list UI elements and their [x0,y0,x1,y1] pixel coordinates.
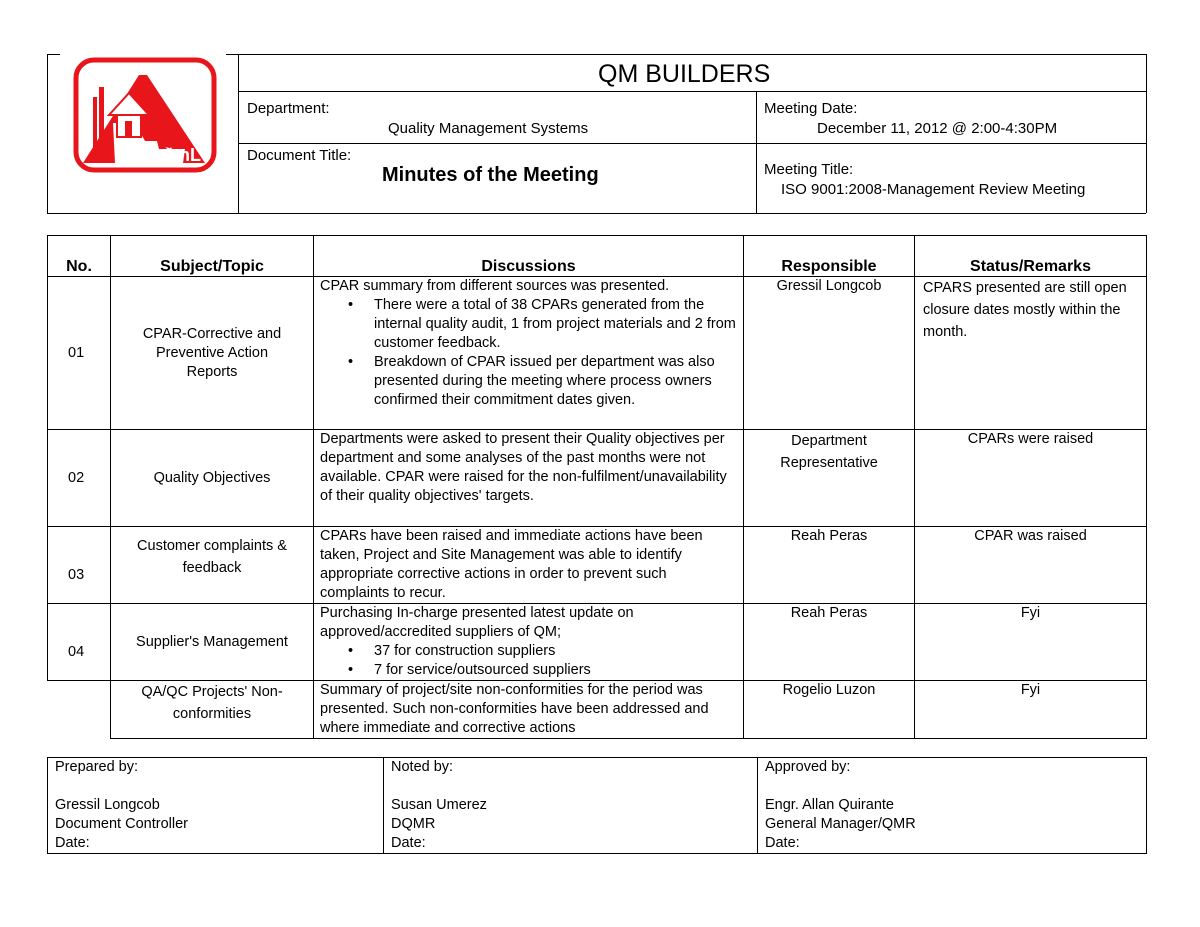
row-discussion: Departments were asked to present their Quality objectives per department and some analyses of the past months were not available. CPAR were raised for the non-fulfilment/unavailability of their quality objectives' targets. [314,430,744,527]
col-header-no: No. [48,236,111,277]
company-name: QM BUILDERS [598,60,771,88]
header-title-divider [238,91,1146,92]
bullet-item: • There were a total of 38 CPARs generated from the internal quality audit, 1 from project materials and 2 from customer feedback. [374,296,737,353]
prepared-by-cell [48,758,384,854]
noted-by-name: Susan Umerez [391,797,487,813]
discussion-intro: Summary of project/site non-conformities for the period was presented. Such non-conformities have been addressed and where immediate and corrective actions [320,682,709,736]
meeting-title-value: ISO 9001:2008-Management Review Meeting [781,181,1086,198]
table-row [48,527,1147,604]
header-row-divider [238,143,1146,144]
approved-by-label: Approved by: [765,759,851,775]
bullet-item: • Breakdown of CPAR issued per department was also presented during the meeting where process owners confirmed their commitment dates given. [374,353,737,410]
row-subject: Customer complaints & feedback [111,527,314,604]
row-responsible: Reah Peras [744,527,915,604]
approved-by-date: Date: [765,835,800,851]
col-header-discussions: Discussions [314,236,744,277]
minutes-table [47,235,1147,739]
row-responsible: Reah Peras [744,604,915,681]
prepared-by-name: Gressil Longcob [55,797,160,813]
table-header-row [48,236,1147,277]
company-logo [73,57,217,173]
row-status: Fyi [915,681,1147,739]
header-logo-divider [238,54,239,213]
table-row [48,277,1147,430]
approved-by-name: Engr. Allan Quirante [765,797,894,813]
meeting-date-value: December 11, 2012 @ 2:00-4:30PM [817,120,1058,137]
row-subject: QA/QC Projects' Non-conformities [111,681,314,739]
department-value: Quality Management Systems [388,120,589,137]
row-status: CPARS presented are still open closure dates mostly within the month. [915,277,1147,430]
header-corner-mark [47,54,60,55]
header-column-divider [756,91,757,213]
header-left-border [47,54,48,213]
prepared-by-date: Date: [55,835,90,851]
col-header-responsible: Responsible [744,236,915,277]
meeting-date-label: Meeting Date: [764,100,858,117]
discussion-intro: CPAR summary from different sources was presented. [320,278,670,294]
noted-by-label: Noted by: [391,759,454,775]
row-responsible: Department Representative [744,430,915,527]
discussion-bullets [320,296,737,410]
bullet-item: • 37 for construction suppliers [374,642,737,661]
row-responsible: Gressil Longcob [744,277,915,430]
meeting-title-label: Meeting Title: [764,161,854,178]
row-discussion [314,277,744,430]
row-discussion [314,604,744,681]
approved-by-title: General Manager/QMR [765,816,916,832]
row-number: 03 [48,527,111,604]
row-status: CPARs were raised [915,430,1147,527]
row-subject: CPAR-Corrective and Preventive Action Reports [111,277,314,430]
col-header-subject: Subject/Topic [111,236,314,277]
row-subject: Quality Objectives [111,430,314,527]
noted-by-title: DQMR [391,816,436,832]
row-number: 01 [48,277,111,430]
row-number [48,681,111,739]
table-row [48,430,1147,527]
row-status: CPAR was raised [915,527,1147,604]
approved-by-cell [758,758,1147,854]
discussion-bullets [320,642,737,680]
row-subject: Supplier's Management [111,604,314,681]
header-right-border [1146,54,1147,213]
signature-table [47,757,1147,854]
prepared-by-label: Prepared by: [55,759,139,775]
row-status: Fyi [915,604,1147,681]
row-number: 02 [48,430,111,527]
document-title-value: Minutes of the Meeting [382,164,599,186]
table-row [48,604,1147,681]
bullet-item: • 7 for service/outsourced suppliers [374,661,737,680]
table-row [48,681,1147,739]
noted-by-date: Date: [391,835,426,851]
row-number: 04 [48,604,111,681]
svg-text:ðmL: ðmL [163,145,201,165]
row-responsible: Rogelio Luzon [744,681,915,739]
col-header-status: Status/Remarks [915,236,1147,277]
noted-by-cell [384,758,758,854]
discussion-intro: Purchasing In-charge presented latest update on approved/accredited suppliers of QM; [320,605,634,640]
department-label: Department: [247,100,330,117]
row-discussion: CPARs have been raised and immediate actions have been taken, Project and Site Management was able to identify appropriate corrective actions in order to prevent such complaints to recur. [314,527,744,604]
prepared-by-title: Document Controller [55,816,188,832]
row-discussion [314,681,744,739]
document-title-label: Document Title: [247,147,352,164]
header-top-border [226,54,1146,55]
